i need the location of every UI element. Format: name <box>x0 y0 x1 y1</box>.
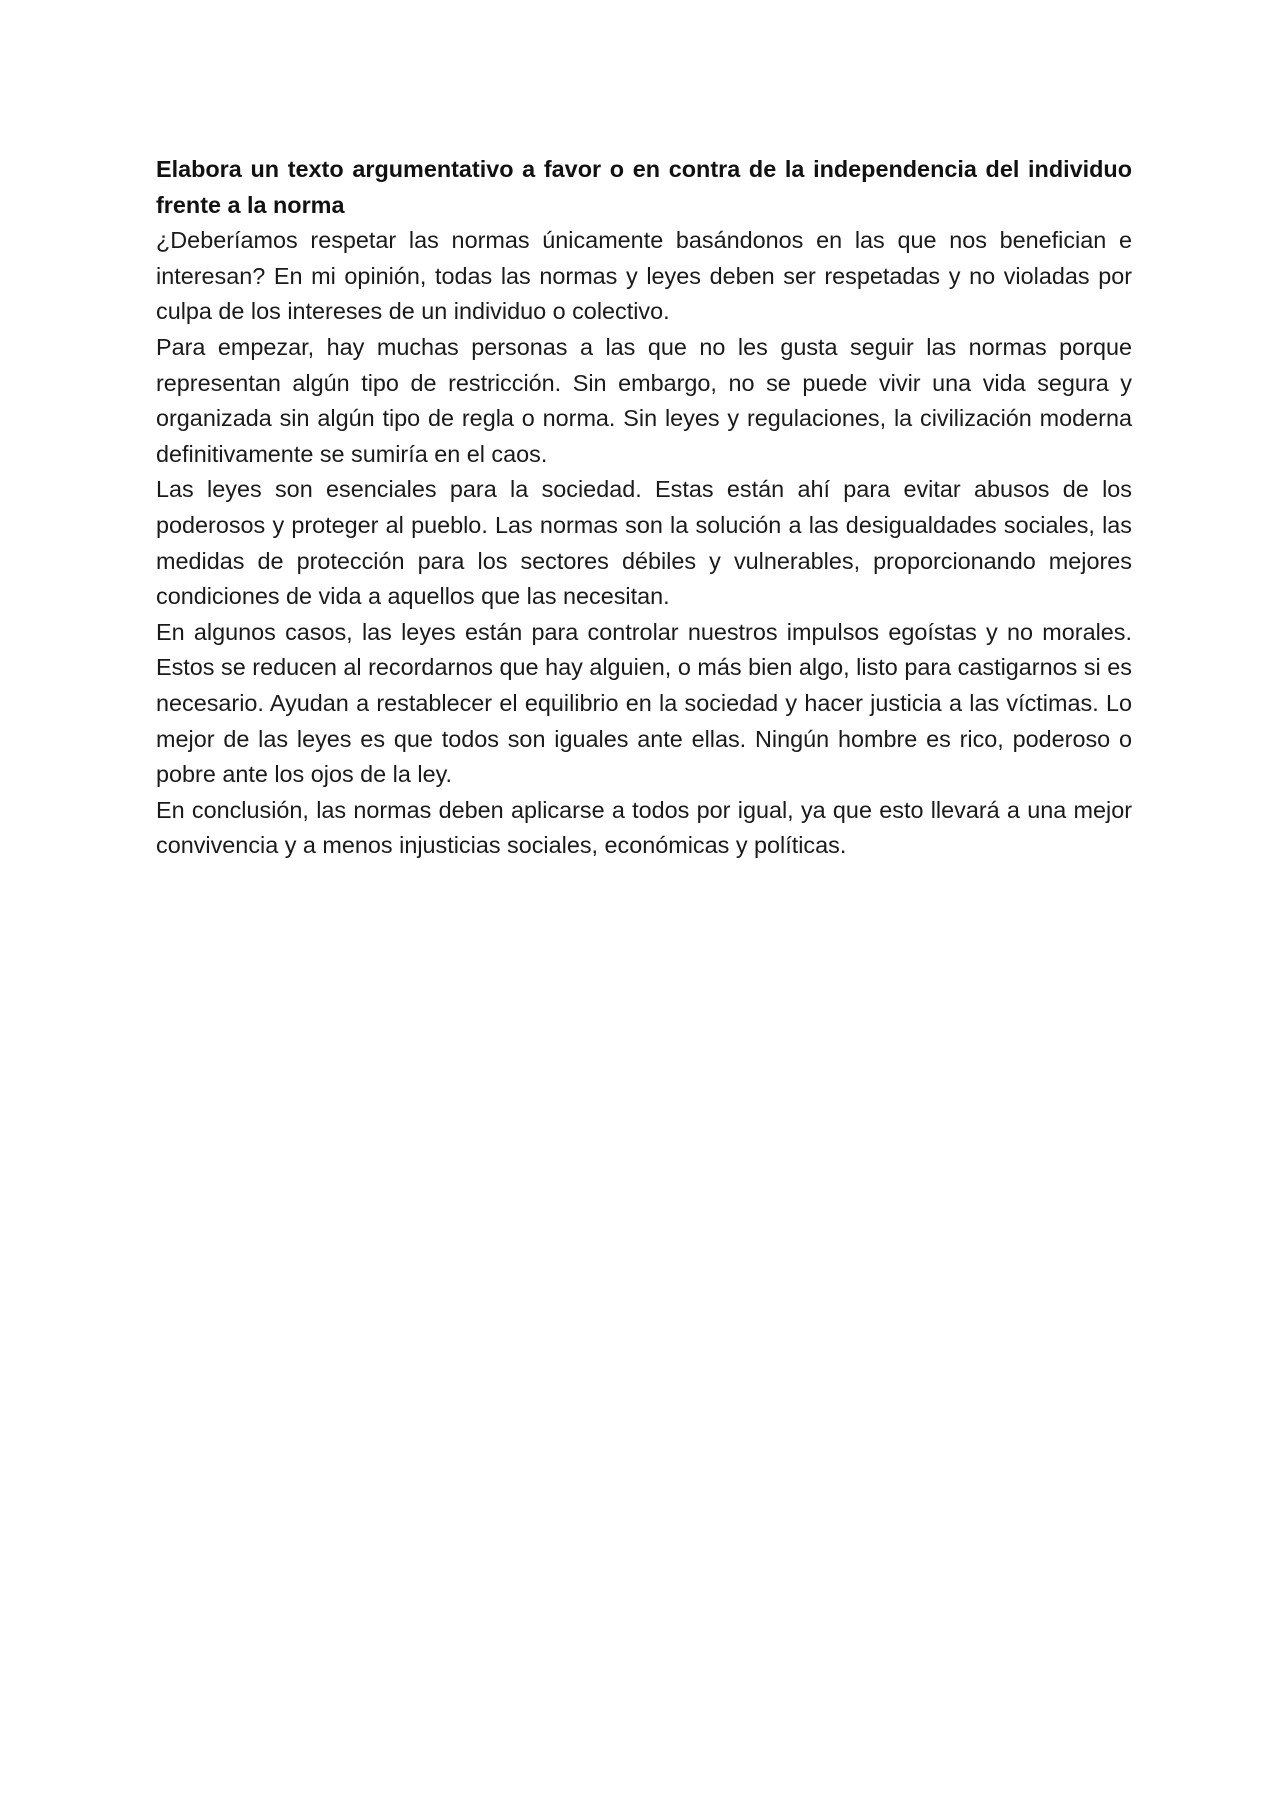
paragraph-justice: En algunos casos, las leyes están para controlar nuestros impulsos egoístas y no morales. Estos se reducen al recordarnos que hay alguien, o más bien algo, listo para castigarnos si es necesario. Ayudan a restablecer el equilibrio en la sociedad y hacer justicia a las víctimas. Lo mejor de las leyes es que todos son iguales ante ellas. Ningún hombre es rico, poderoso o pobre ante los ojos de la ley. <box>156 618 1132 788</box>
document-title: Elabora un texto argumentativo a favor o en contra de la independencia del individuo frente a la norma <box>156 156 1132 218</box>
paragraph-restriction: Para empezar, hay muchas personas a las que no les gusta seguir las normas porque representan algún tipo de restricción. Sin embargo, no se puede vivir una vida segura y organizada sin algún tipo de regla o norma. Sin leyes y regulaciones, la civilización moderna definitivamente se sumiría en el caos. <box>156 333 1132 467</box>
paragraph-intro: ¿Deberíamos respetar las normas únicamente basándonos en las que nos benefician e interesan? En mi opinión, todas las normas y leyes deben ser respetadas y no violadas por culpa de los intereses de un individuo o colectivo. <box>156 227 1132 325</box>
paragraph-society: Las leyes son esenciales para la sociedad. Estas están ahí para evitar abusos de los poderosos y proteger al pueblo. Las normas son la solución a las desigualdades sociales, las medidas de protección para los sectores débiles y vulnerables, proporcionando mejores condiciones de vida a aquellos que las necesitan. <box>156 476 1132 610</box>
document-body <box>156 152 1132 864</box>
paragraph-conclusion: En conclusión, las normas deben aplicarse a todos por igual, ya que esto llevará a una mejor convivencia y a menos injusticias sociales, económicas y políticas. <box>156 796 1132 859</box>
